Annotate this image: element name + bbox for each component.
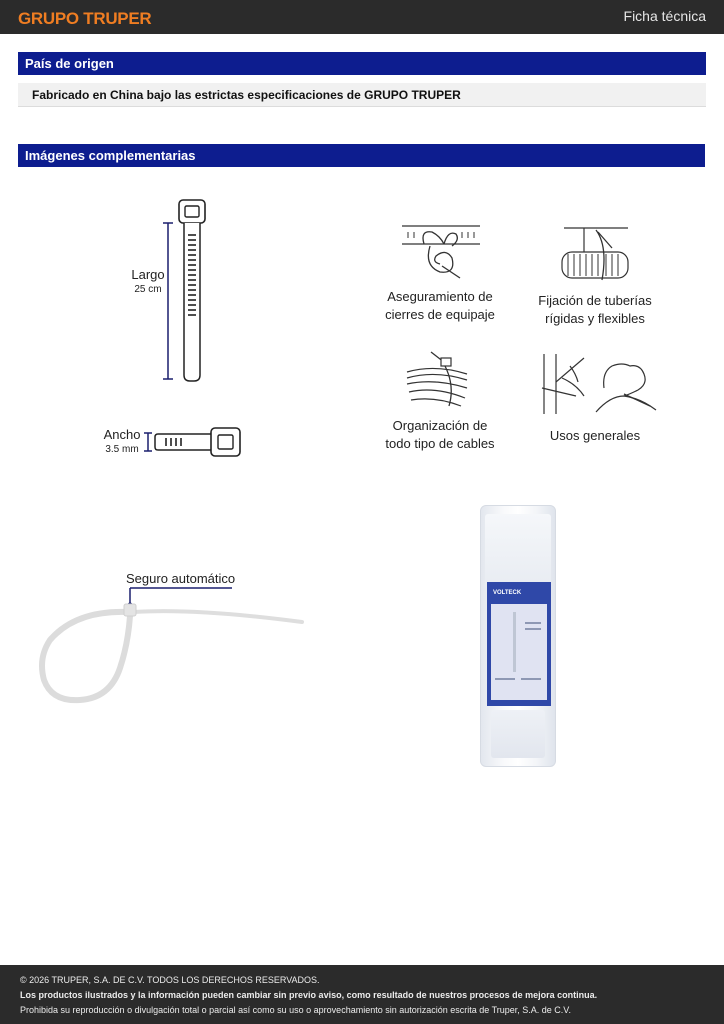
use-pipes-line2: rígidas y flexibles bbox=[545, 311, 645, 326]
package-label bbox=[487, 582, 551, 706]
width-value: 3.5 mm bbox=[105, 444, 139, 455]
general-uses-icon bbox=[540, 352, 660, 416]
origin-text: Fabricado en China bajo las estrictas especificaciones de GRUPO TRUPER bbox=[18, 83, 706, 107]
use-pipes-line1: Fijación de tuberías bbox=[538, 293, 652, 308]
footer-prohibition: Prohibida su reproducción o divulgación total o parcial así como su uso o aprovechamiento sin autorización escrita de Truper, S.A. de C.V. bbox=[20, 1005, 571, 1015]
use-cables-line2: todo tipo de cables bbox=[385, 436, 495, 451]
footer-copyright: © 2026 TRUPER, S.A. DE C.V. TODOS LOS DERECHOS RESERVADOS. bbox=[20, 975, 320, 985]
product-package-photo bbox=[480, 505, 556, 767]
luggage-closure-icon bbox=[400, 222, 482, 282]
cable-tie-width-drawing bbox=[140, 425, 250, 459]
package-brand: VOLTECK bbox=[493, 590, 522, 596]
self-locking-tie-drawing bbox=[36, 586, 306, 710]
footer bbox=[0, 965, 724, 1024]
footer-notice: Los productos ilustrados y la información pueden cambiar sin previo aviso, como resultado de nuestros procesos de mejora continua. bbox=[20, 990, 598, 1000]
use-luggage-line2: cierres de equipaje bbox=[385, 307, 495, 322]
document-type: Ficha técnica bbox=[623, 8, 706, 24]
auto-lock-label: Seguro automático bbox=[126, 571, 236, 586]
origin-section-title: País de origen bbox=[18, 52, 706, 75]
cable-organization-icon bbox=[405, 346, 475, 408]
length-value: 25 cm bbox=[134, 284, 162, 295]
use-general-line1: Usos generales bbox=[549, 428, 641, 443]
length-label: Largo bbox=[131, 267, 165, 282]
width-label: Ancho bbox=[103, 427, 141, 442]
images-section-title: Imágenes complementarias bbox=[18, 144, 705, 167]
use-luggage-line1: Aseguramiento de bbox=[387, 289, 493, 304]
truper-logo: GRUPO TRUPER bbox=[18, 9, 152, 28]
top-bar bbox=[0, 0, 724, 34]
use-cables-line1: Organización de bbox=[392, 418, 488, 433]
pipe-fixing-icon bbox=[558, 226, 634, 282]
